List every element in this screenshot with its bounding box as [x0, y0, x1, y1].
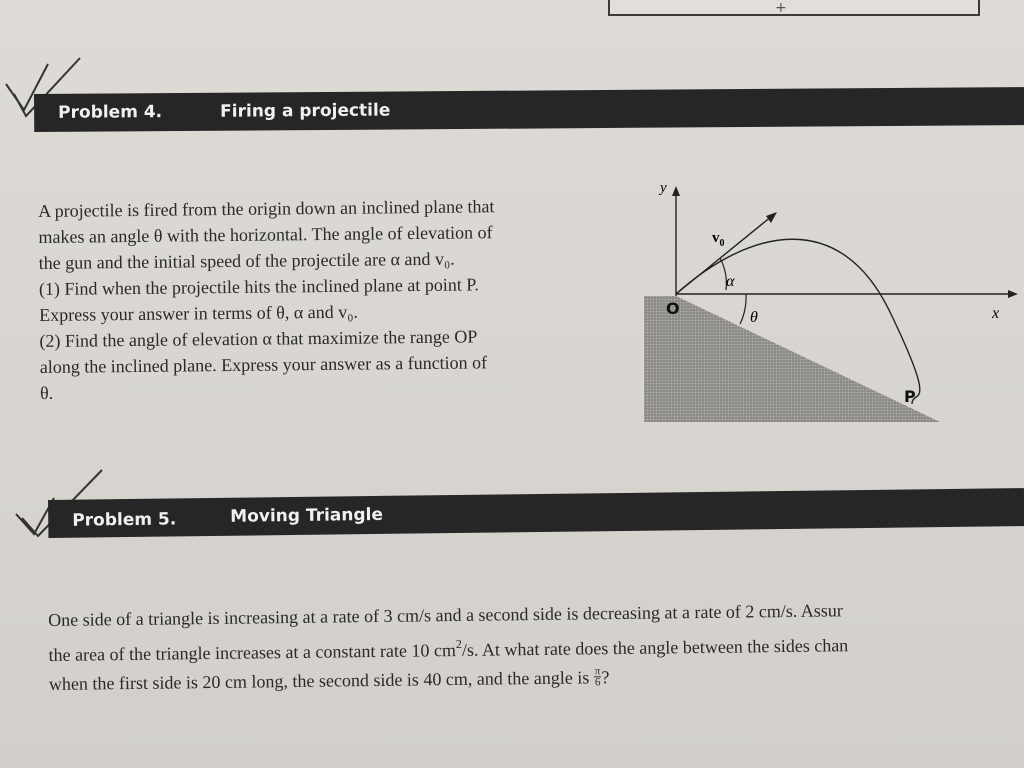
top-pencil-mark: +: [775, 0, 787, 16]
origin-label: O: [666, 299, 680, 318]
problem5-text: [48, 594, 1024, 699]
inclined-plane: [644, 296, 940, 422]
point-p-label: P: [904, 387, 916, 406]
problem5-line: One side of a triangle is increasing at a rate of 3 cm/s and a second side is decreasing at a rate of 2 cm/s. Assur: [48, 600, 843, 630]
problem5-line2-end: /s. At what rate does the angle between the sides chan: [461, 635, 849, 660]
problem5-number: Problem 5.: [72, 509, 177, 531]
problem5-line3-start: when the first side is 20 cm long, the second side is 40 cm, and the angle is: [48, 667, 594, 694]
velocity-arrow-icon: [766, 212, 777, 223]
problem4-number: Problem 4.: [58, 102, 163, 123]
problem5-header-band: [48, 488, 1024, 538]
problem4-line: A projectile is fired from the origin down an inclined plane that: [38, 196, 495, 221]
problem4-line: the gun and the initial speed of the projectile are α and v₀.: [38, 248, 455, 273]
problem4-line: makes an angle θ with the horizontal. The angle of elevation of: [38, 222, 493, 247]
y-axis-label: y: [660, 180, 667, 196]
fraction-numerator: π: [594, 665, 601, 678]
problem4-title: Firing a projectile: [220, 100, 391, 122]
problem4-line: θ.: [39, 382, 54, 403]
problem4-line: (1) Find when the projectile hits the inclined plane at point P.: [38, 274, 479, 299]
problem4-line: (2) Find the angle of elevation α that maximize the range OP: [39, 326, 478, 351]
problem5-line2-start: the area of the triangle increases at a constant rate 10 cm: [48, 640, 457, 665]
problem5-superscript: 2: [455, 636, 462, 652]
alpha-label: α: [726, 273, 735, 290]
problem5-line3-end: ?: [601, 667, 610, 688]
theta-label: θ: [750, 309, 758, 326]
projectile-diagram: [640, 178, 1024, 428]
theta-arc: [740, 294, 746, 324]
top-answer-box: [608, 0, 980, 16]
x-axis-label: x: [992, 305, 1000, 322]
problem4-text: [38, 192, 610, 406]
fraction-denominator: 6: [594, 676, 601, 689]
x-axis-arrow-icon: [1008, 290, 1018, 298]
problem4-header-band: [34, 87, 1024, 132]
problem4-line: Express your answer in terms of θ, α and v₀.: [39, 301, 359, 325]
problem5-title: Moving Triangle: [230, 504, 384, 527]
velocity-label: $v_0$: [712, 230, 725, 249]
problem4-line: along the inclined plane. Express your answer as a function of: [39, 352, 488, 377]
y-axis-arrow-icon: [672, 186, 680, 196]
